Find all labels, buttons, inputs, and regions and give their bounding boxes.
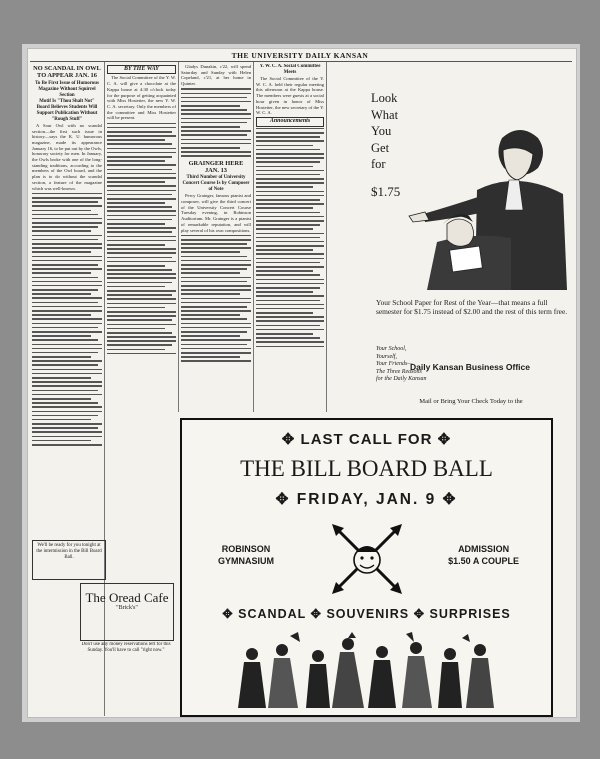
ornament-icon: ✥ xyxy=(222,607,239,621)
kansan-subscription-ad xyxy=(371,62,569,408)
ball-date-line xyxy=(182,490,551,509)
ad-offer: Your School Paper for Rest of the Year—that means a full semester for $1.75 instead of $2.00 and the rest of this term free. xyxy=(376,298,568,316)
cafe-note xyxy=(80,642,172,682)
intermission-notice xyxy=(32,540,106,580)
column-rule xyxy=(326,62,327,412)
ad-price: $1.75 xyxy=(371,184,401,199)
by-the-way-headline: BY THE WAY xyxy=(107,65,176,74)
article-text-lines xyxy=(32,193,102,446)
location-line: GYMNASIUM xyxy=(218,556,274,566)
oread-cafe-ad xyxy=(80,583,174,641)
location-line: ROBINSON xyxy=(221,544,271,554)
feature-surprises: SURPRISES xyxy=(429,607,511,621)
ornament-icon: ✥ xyxy=(281,431,301,448)
admission-line: $1.50 A COUPLE xyxy=(448,556,519,566)
ball-admission xyxy=(448,543,519,567)
article-text-lines xyxy=(107,123,176,355)
cafe-name: The Oread Cafe xyxy=(85,590,169,605)
last-call-text: LAST CALL FOR xyxy=(300,431,433,448)
last-call-line xyxy=(182,430,551,448)
ball-features xyxy=(182,606,551,621)
ornament-icon: ✥ xyxy=(436,491,458,508)
feature-souvenirs: SOUVENIRS xyxy=(326,607,410,621)
dancing-crowd-illustration xyxy=(230,632,500,710)
ornament-icon: ✥ xyxy=(275,491,297,508)
column-3 xyxy=(181,64,251,414)
reason-line: Your Friends— xyxy=(376,361,413,367)
cafe-note-text: Don't use any money reservations left for this Sunday. You'll have to call "right now." xyxy=(81,642,171,653)
ad-mail: Mail or Bring Your Check Today to the xyxy=(419,398,523,405)
masthead: THE UNIVERSITY DAILY KANSAN xyxy=(231,51,369,60)
article-text-lines xyxy=(181,88,251,157)
ad-line: Get xyxy=(371,140,390,155)
ywca-headline: Y. W. C. A. Social Committee Meets xyxy=(259,64,321,75)
gladys-item: Gladys Dunakin, c'22, will spend Saturday and Sunday with Helen Copeland, c'21, at her home in Quinter. xyxy=(181,64,251,87)
owl-subhead-3: Board Believes Students Will Support Publication Without "Rough Stuff" xyxy=(36,104,98,122)
ornament-icon: ✥ xyxy=(409,607,430,621)
reason-line: for the Daily Kansan xyxy=(376,376,427,382)
grainger-headline: GRAINGER HERE JAN. 13 xyxy=(188,159,244,174)
owl-subhead: To Be First Issue of Humorous Magazine Without Squirrel Section xyxy=(35,80,99,98)
cafe-tag: "Brick's" xyxy=(116,605,138,611)
admission-line: ADMISSION xyxy=(458,544,510,554)
reason-line: Your School, xyxy=(376,346,407,352)
ad-office: Daily Kansan Business Office xyxy=(410,362,530,372)
ad-line: for xyxy=(371,157,386,171)
ywca-article: The Social Committee of the Y. W. C. A. held their regular meeting this afternoon at the Kappa house. The members were guests at a social hour given in honor of Miss Hostetter, the new secretary of the Y. W. C. A. xyxy=(256,76,324,116)
ball-location xyxy=(218,543,274,567)
column-rule xyxy=(253,62,254,412)
article-text-lines xyxy=(181,235,251,362)
ad-line: Look xyxy=(371,91,398,105)
grainger-article: Percy Grainger, famous pianist and composer, will give the third concert of the University Concert Course Tuesday evening, in Robinson Auditorium. Mr. Grainger is a pianist of remarkable reputation, and will play several of his own compositions. xyxy=(181,193,251,233)
feature-scandal: SCANDAL xyxy=(238,607,307,621)
pointing-man-illustration xyxy=(407,120,567,290)
reason-line: The Three Reasons xyxy=(376,368,422,375)
column-4 xyxy=(256,64,324,414)
owl-headline: NO SCANDAL IN OWL TO APPEAR JAN. 16 xyxy=(33,65,101,80)
by-the-way-article: The Social Committee of the Y. W. C. A. will give a chocolate at the Kappa house at 4:30 o'clock today for the purpose of getting acquainted with Miss Hostetter, the new Y. W. C. A. secretary. Only the members of the committee and Miss Hostetter will be present. xyxy=(107,75,176,121)
jester-face-icon xyxy=(332,524,402,594)
bill-board-ball-ad xyxy=(180,418,553,717)
column-1 xyxy=(32,64,102,536)
ornament-icon: ✥ xyxy=(306,607,327,621)
look-what-you-get xyxy=(371,90,398,173)
column-2 xyxy=(107,64,176,414)
reason-line: Yourself, xyxy=(376,353,397,360)
announcements-headline: Announcements xyxy=(256,117,324,126)
ball-title: THE BILL BOARD BALL xyxy=(240,456,493,481)
owl-article: A Sour Owl with no scandal section—the first such issue in history—says the K. U. humorous magazine, made its appearance January 16, to be put out by the Owls, honorary society for men. In January, the Owls broke with one of the long-standing traditions, according to the members of the Owl board, and the plan is to do without the scandal section, a feature of the magazine which was well-known. xyxy=(32,122,102,191)
ad-line: You xyxy=(371,124,392,138)
article-text-lines xyxy=(256,128,324,347)
intermission-text: We'll be ready for you tonight at the intermission in the Bill Board Ball. xyxy=(36,543,102,560)
column-rule xyxy=(178,62,179,412)
ad-line: What xyxy=(371,107,399,122)
ornament-icon: ✥ xyxy=(432,431,452,448)
owl-subhead-2: Motif Is "Thou Shalt Not" xyxy=(39,98,95,104)
ball-date: FRIDAY, JAN. 9 xyxy=(296,491,437,508)
grainger-subhead: Third Number of University Concert Course Is by Composer of Note xyxy=(182,175,250,193)
